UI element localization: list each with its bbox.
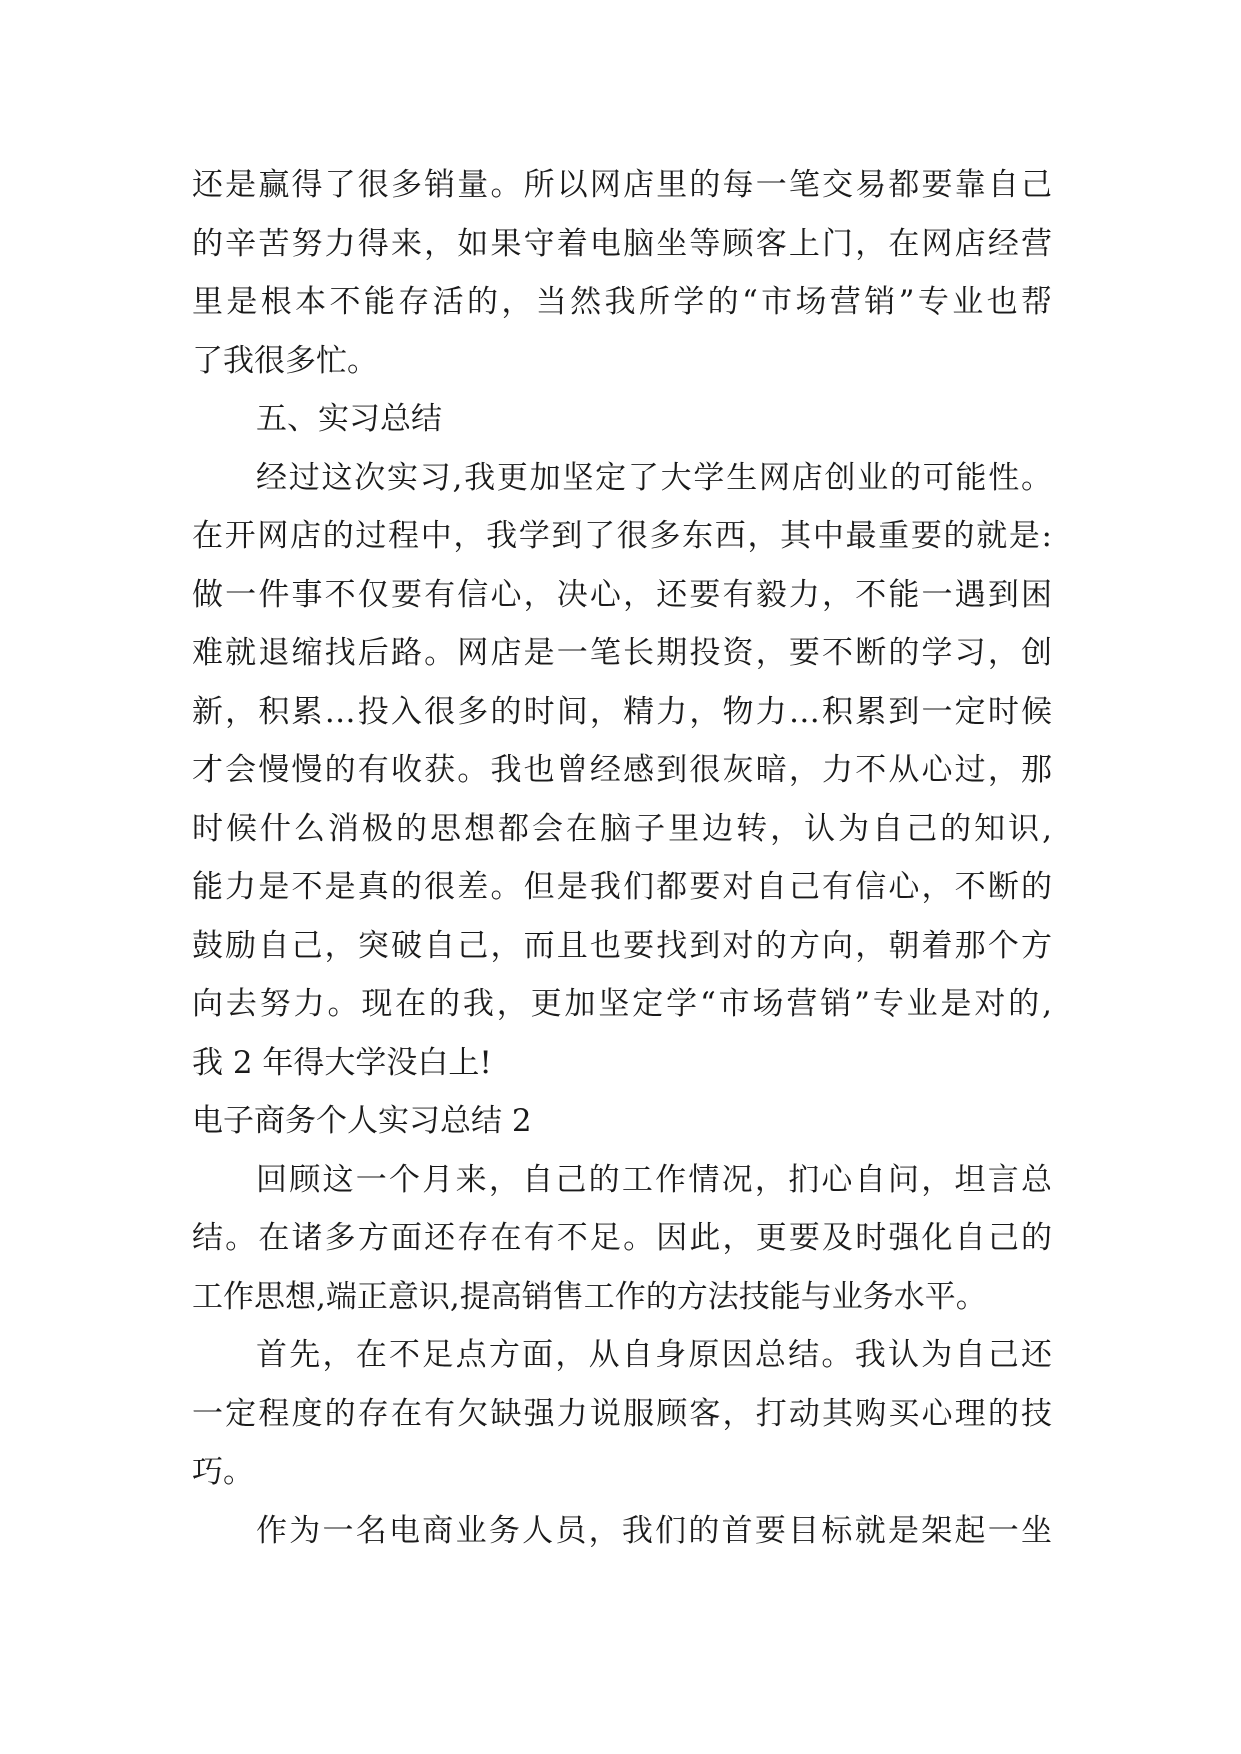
document-body	[192, 156, 1052, 1560]
text-line: 工作思想,端正意识,提高销售工作的方法技能与业务水平。	[192, 1278, 987, 1315]
section-heading: 五、实习总结	[256, 401, 442, 437]
text-line: 向去努力。现在的我，更加坚定学“市场营销”专业是对的,	[192, 986, 1052, 1022]
text-line: 巧。	[192, 1454, 254, 1490]
text-line: 做一件事不仅要有信心，决心，还要有毅力，不能一遇到困	[192, 576, 1052, 613]
text-line: 经过这次实习,我更加坚定了大学生网店创业的可能性。	[256, 459, 1052, 496]
text-line: 时候什么消极的思想都会在脑子里边转，认为自己的知识,	[192, 810, 1052, 847]
text-line: 结。在诸多方面还存在有不足。因此，更要及时强化自己的	[192, 1220, 1052, 1256]
text-line: 在开网店的过程中，我学到了很多东西，其中最重要的就是:	[192, 518, 1052, 554]
text-line: 难就退缩找后路。网店是一笔长期投资，要不断的学习，创	[192, 635, 1052, 671]
text-line: 还是赢得了很多销量。所以网店里的每一笔交易都要靠自己	[192, 167, 1052, 203]
text-line: 一定程度的存在有欠缺强力说服顾客，打动其购买心理的技	[192, 1395, 1052, 1432]
text-line: 才会慢慢的有收获。我也曾经感到很灰暗，力不从心过，那	[192, 752, 1052, 788]
text-line: 作为一名电商业务人员，我们的首要目标就是架起一坐	[256, 1512, 1052, 1549]
document-title: 电子商务个人实习总结 2	[192, 1103, 532, 1139]
text-line: 我 2 年得大学没白上!	[192, 1044, 492, 1081]
text-line: 里是根本不能存活的，当然我所学的“市场营销”专业也帮	[192, 284, 1052, 320]
text-line: 了我很多忙。	[192, 342, 378, 379]
text-line: 首先，在不足点方面，从自身原因总结。我认为自己还	[256, 1337, 1052, 1373]
text-line: 能力是不是真的很差。但是我们都要对自己有信心，不断的	[192, 869, 1052, 905]
text-line: 的辛苦努力得来，如果守着电脑坐等顾客上门，在网店经营	[192, 225, 1052, 262]
text-line: 鼓励自己，突破自己，而且也要找到对的方向，朝着那个方	[192, 927, 1052, 964]
text-line: 回顾这一个月来，自己的工作情况，扪心自问，坦言总	[256, 1161, 1052, 1198]
text-line: 新，积累…投入很多的时间，精力，物力…积累到一定时候	[192, 693, 1052, 730]
